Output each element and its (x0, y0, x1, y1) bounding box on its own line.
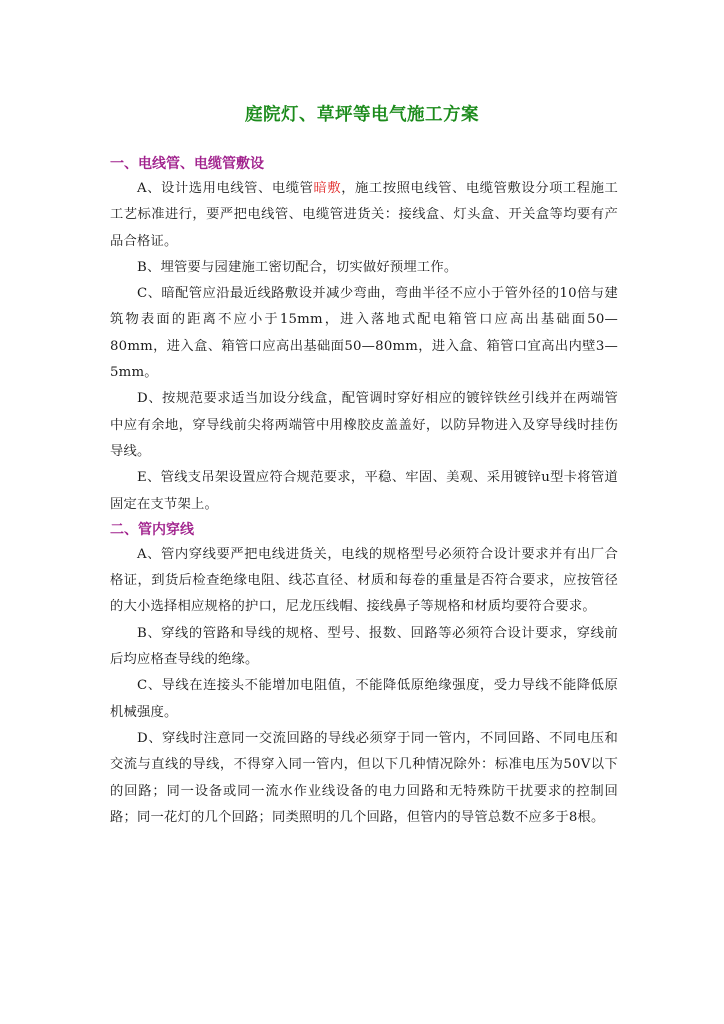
paragraph: A、管内穿线要严把电线进货关，电线的规格型号必须符合设计要求并有出厂合格证，到货后检查绝缘电阻、线芯直径、材质和每卷的重量是否符合要求，应按管径的大小选择相应规格的护口，尼龙压线帽、接线鼻子等规格和材质均要符合要求。 (110, 546, 618, 615)
highlighted-text: 暗敷 (313, 181, 342, 196)
document-title: 庭院灯、草坪等电气施工方案 (245, 105, 479, 125)
paragraph: C、导线在连接头不能增加电阻值，不能降低原绝缘强度，受力导线不能降低原机械强度。 (110, 678, 618, 720)
paragraph: D、按规范要求适当加设分线盒，配管调时穿好相应的镀锌铁丝引线并在两端管中应有余地，穿导线前尖将两端管中用橡胶皮盖盖好，以防异物进入及穿导线时挂伤导线。 (110, 391, 618, 459)
paragraph: B、穿线的管路和导线的规格、型号、报数、回路等必须符合设计要求，穿线前后均应格查导线的绝缘。 (110, 625, 618, 668)
section-heading: 一、电线管、电缆管敷设 (110, 156, 264, 172)
section-heading: 二、管内穿线 (110, 521, 194, 538)
section-wire-threading (110, 518, 618, 831)
paragraph-text: ，施工按照电线管、电缆管敷设分项工程施工工艺标准进行，要严把电线管、电缆管进货关：接线盒、灯头盒、开关盒等均要有产品合格证。 (110, 181, 618, 249)
section-electrical-conduit (110, 152, 618, 518)
paragraph: B、埋管要与园建施工密切配合，切实做好预埋工作。 (137, 259, 458, 275)
paragraph: D、穿线时注意同一交流回路的导线必须穿于同一管内，不同回路、不同电压和交流与直线的导线，不得穿入同一管内，但以下几种情况除外：标准电压为50V以下的回路；同一设备或同一流水作业线设备的电力回路和无特殊防干扰要求的控制回路；同一花灯的几个回路；同类照明的几个回路，但管内的导管总数不应多于8根。 (110, 730, 618, 825)
paragraph (110, 176, 618, 255)
document-body (110, 152, 618, 831)
paragraph-text: A、设计选用电线管、电缆管 (137, 181, 314, 196)
paragraph: E、管线支吊架设置应符合规范要求，平稳、牢固、美观、采用镀锌u型卡将管道固定在支节架上。 (110, 470, 618, 512)
paragraph: C、暗配管应沿最近线路敷设并减少弯曲，弯曲半径不应小于管外径的10倍与建筑物表面的距离不应小于15mm，进入落地式配电箱管口应高出基础面50—80mm，进入盒、箱管口应高出基础面50—80mm，进入盒、箱管口宜高出内壁3—5mm。 (110, 286, 618, 381)
